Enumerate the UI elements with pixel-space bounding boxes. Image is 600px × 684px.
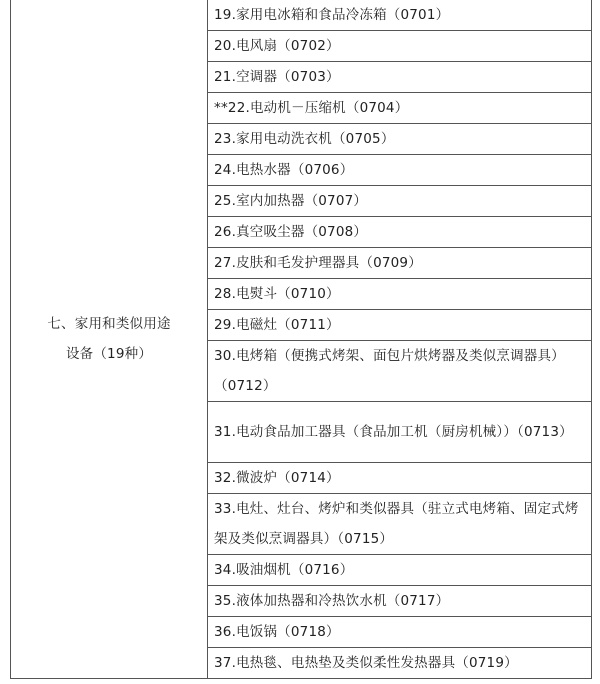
product-item: 25.室内加热器（0707） <box>208 186 592 217</box>
product-item: 27.皮肤和毛发护理器具（0709） <box>208 248 592 279</box>
product-catalog-table-container <box>10 0 592 679</box>
category-cell <box>11 0 208 679</box>
product-item: 31.电动食品加工器具（食品加工机（厨房机械））（0713） <box>208 402 592 463</box>
product-item: 26.真空吸尘器（0708） <box>208 217 592 248</box>
table-row <box>11 0 592 31</box>
product-item: 28.电熨斗（0710） <box>208 279 592 310</box>
product-item: 33.电灶、灶台、烤炉和类似器具（驻立式电烤箱、固定式烤架及类似烹调器具）（0715） <box>208 494 592 555</box>
product-item: **22.电动机－压缩机（0704） <box>208 93 592 124</box>
product-item: 37.电热毯、电热垫及类似柔性发热器具（0719） <box>208 648 592 679</box>
product-item: 24.电热水器（0706） <box>208 155 592 186</box>
product-item: 20.电风扇（0702） <box>208 31 592 62</box>
product-item: 29.电磁灶（0711） <box>208 310 592 341</box>
product-item: 36.电饭锅（0718） <box>208 617 592 648</box>
category-label-line1: 七、家用和类似用途 <box>47 316 171 332</box>
product-catalog-table <box>10 0 592 679</box>
product-item: 35.液体加热器和冷热饮水机（0717） <box>208 586 592 617</box>
product-item: 30.电烤箱（便携式烤架、面包片烘烤器及类似烹调器具）（0712） <box>208 341 592 402</box>
product-item: 34.吸油烟机（0716） <box>208 555 592 586</box>
product-item: 21.空调器（0703） <box>208 62 592 93</box>
product-item: 19.家用电冰箱和食品冷冻箱（0701） <box>208 0 592 31</box>
product-item: 32.微波炉（0714） <box>208 463 592 494</box>
category-label-line2: 设备（19种） <box>65 346 153 362</box>
product-item: 23.家用电动洗衣机（0705） <box>208 124 592 155</box>
